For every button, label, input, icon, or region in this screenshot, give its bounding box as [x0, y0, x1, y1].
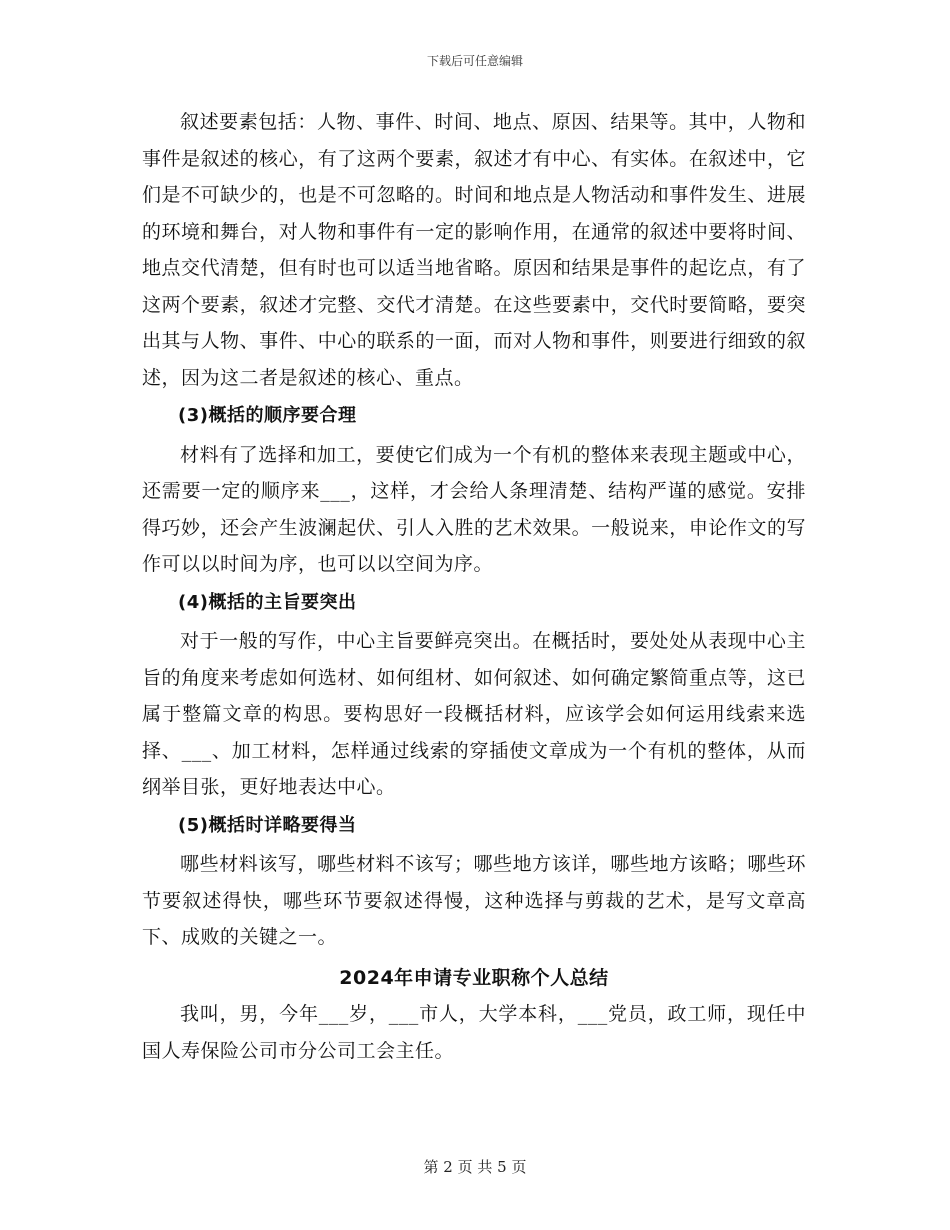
header-note: 下载后可任意编辑: [426, 54, 523, 68]
paragraph-detail: 哪些材料该写，哪些材料不该写；哪些地方该详，哪些地方该略；哪些环节要叙述得快，哪些环节要叙述得慢，这种选择与剪裁的艺术，是写文章高下、成败的关键之一。: [142, 853, 806, 948]
section-heading-3: (3)概括的顺序要合理: [178, 405, 357, 426]
document-body: [142, 104, 806, 1069]
section-heading-4: (4)概括的主旨要突出: [178, 591, 357, 613]
paragraph-self-intro: 我叫，男，今年___岁，___市人，大学本科，___党员，政工师，现任中国人寿保险公司市分公司工会主任。: [142, 1003, 806, 1062]
paragraph-narrative-elements: 叙述要素包括：人物、事件、时间、地点、原因、结果等。其中，人物和事件是叙述的核心，有了这两个要素，叙述才有中心、有实体。在叙述中，它们是不可缺少的，也是不可忽略的。时间和地点是人物活动和事件发生、进展的环境和舞台，对人物和事件有一定的影响作用，在通常的叙述中要将时间、地点交代清楚，但有时也可以适当地省略。原因和结果是事件的起讫点，有了这两个要素，叙述才完整、交代才清楚。在这些要素中，交代时要简略，要突出其与人物、事件、中心的联系的一面，而对人物和事件，则要进行细致的叙述，因为这二者是叙述的核心、重点。: [142, 111, 806, 389]
page-footer: 第 2 页 共 5 页: [423, 1158, 527, 1176]
document-title: 2024年申请专业职称个人总结: [339, 966, 609, 989]
paragraph-theme: 对于一般的写作，中心主旨要鲜亮突出。在概括时，要处处从表现中心主旨的角度来考虑如何选材、如何组材、如何叙述、如何确定繁简重点等，这已属于整篇文章的构思。要构思好一段概括材料，应该学会如何运用线索来选择、___、加工材料，怎样通过线索的穿插使文章成为一个有机的整体，从而纲举目张，更好地表达中心。: [142, 630, 806, 798]
paragraph-order: 材料有了选择和加工，要使它们成为一个有机的整体来表现主题或中心，还需要一定的顺序来___，这样，才会给人条理清楚、结构严谨的感觉。安排得巧妙，还会产生波澜起伏、引人入胜的艺术效果。一般说来，申论作文的写作可以以时间为序，也可以以空间为序。: [142, 443, 806, 575]
section-heading-5: (5)概括时详略要得当: [178, 814, 357, 836]
